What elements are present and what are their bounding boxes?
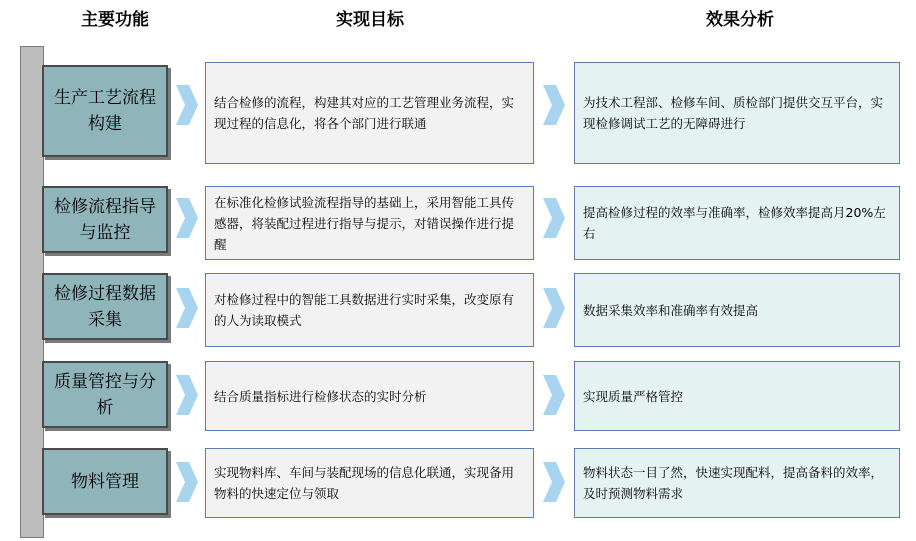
chevron-arrow-right-icon [543, 375, 565, 415]
chevron-arrow-right-icon [543, 198, 565, 238]
goal-box-data-collection: 对检修过程中的智能工具数据进行实时采集，改变原有的人为读取模式 [205, 273, 534, 347]
effect-box-quality-control: 实现质量严格管控 [574, 361, 900, 431]
function-box-material-management: 物料管理 [42, 448, 168, 515]
function-box-quality-control: 质量管控与分析 [42, 361, 168, 428]
effect-box-material-management: 物料状态一目了然，快速实现配料，提高备料的效率，及时预测物料需求 [574, 448, 900, 518]
goal-box-quality-control: 结合质量指标进行检修状态的实时分析 [205, 361, 534, 431]
header-goal: 实现目标 [336, 10, 404, 30]
chevron-arrow-right-icon [176, 288, 198, 328]
goal-box-guidance-monitor: 在标准化检修试验流程指导的基础上，采用智能工具传感器，将装配过程进行指导与提示，对错误操作进行提醒 [205, 186, 534, 260]
chevron-arrow-right-icon [543, 85, 565, 125]
chevron-arrow-right-icon [176, 198, 198, 238]
chevron-arrow-right-icon [176, 85, 198, 125]
header-function: 主要功能 [81, 10, 149, 30]
side-bar [20, 46, 44, 538]
chevron-arrow-right-icon [176, 375, 198, 415]
goal-box-material-management: 实现物料库、车间与装配现场的信息化联通，实现备用物料的快速定位与领取 [205, 448, 534, 518]
function-box-guidance-monitor: 检修流程指导与监控 [42, 186, 168, 253]
function-box-process-build: 生产工艺流程构建 [42, 65, 168, 157]
effect-box-data-collection: 数据采集效率和准确率有效提高 [574, 273, 900, 347]
chevron-arrow-right-icon [176, 462, 198, 502]
effect-box-process-build: 为技术工程部、检修车间、质检部门提供交互平台，实现检修调试工艺的无障碍进行 [574, 62, 900, 164]
effect-box-guidance-monitor: 提高检修过程的效率与准确率，检修效率提高月20%左右 [574, 186, 900, 260]
function-box-data-collection: 检修过程数据采集 [42, 273, 168, 340]
goal-box-process-build: 结合检修的流程，构建其对应的工艺管理业务流程，实现过程的信息化，将各个部门进行联通 [205, 62, 534, 164]
chevron-arrow-right-icon [543, 462, 565, 502]
header-effect: 效果分析 [706, 10, 774, 30]
chevron-arrow-right-icon [543, 288, 565, 328]
